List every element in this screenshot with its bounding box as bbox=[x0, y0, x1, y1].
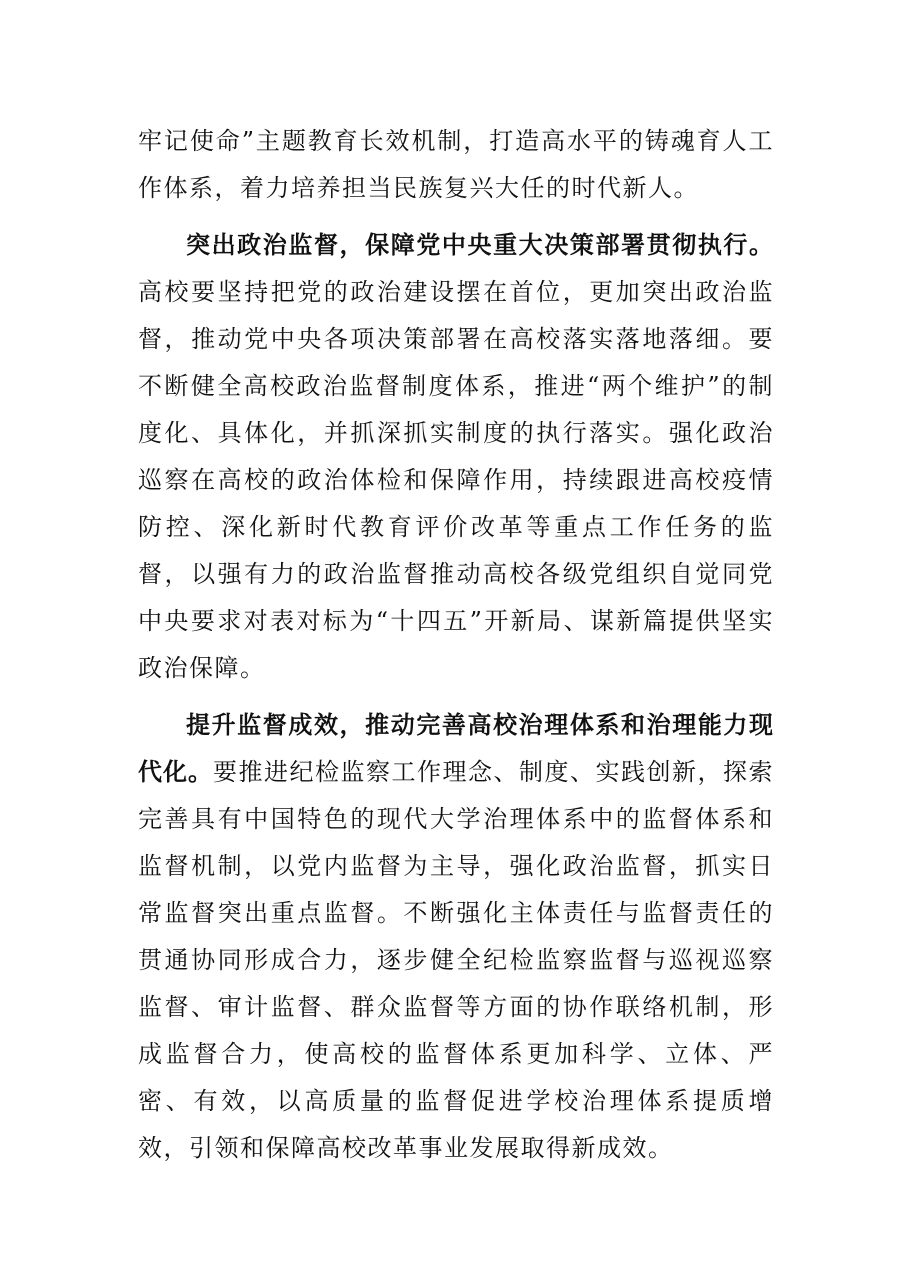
document-body bbox=[138, 118, 774, 1172]
paragraph-text: 牢记使命”主题教育长效机制，打造高水平的铸魂育人工作体系，着力培养担当民族复兴大任的时代新人。 bbox=[138, 127, 774, 202]
paragraph-continuation bbox=[138, 118, 774, 212]
paragraph-political-supervision bbox=[138, 222, 774, 692]
paragraph-text: 要推进纪检监察工作理念、制度、实践创新，探索完善具有中国特色的现代大学治理体系中的监督体系和监督机制，以党内监督为主导，强化政治监督，抓实日常监督突出重点监督。不断强化主体责任与监督责任的贯通协同形成合力，逐步健全纪检监察监督与巡视巡察监督、审计监督、群众监督等方面的协作联络机制，形成监督合力，使高校的监督体系更加科学、立体、严密、有效，以高质量的监督促进学校治理体系提质增效，引领和保障高校改革事业发展取得新成效。 bbox=[138, 758, 774, 1162]
paragraph-text: 高校要坚持把党的政治建设摆在首位，更加突出政治监督，推动党中央各项决策部署在高校落实落地落细。要不断健全高校政治监督制度体系，推进“两个维护”的制度化、具体化，并抓深抓实制度的执行落实。强化政治巡察在高校的政治体检和保障作用，持续跟进高校疫情防控、深化新时代教育评价改革等重点工作任务的监督，以强有力的政治监督推动高校各级党组织自觉同党中央要求对表对标为“十四五”开新局、谋新篇提供坚实政治保障。 bbox=[138, 278, 774, 682]
paragraph-heading: 突出政治监督，保障党中央重大决策部署贯彻执行。 bbox=[186, 231, 774, 259]
paragraph-supervision-effectiveness bbox=[138, 702, 774, 1172]
paragraph-heading: 提升监督成效，推动完善高校治理体系和治理能力现代化。 bbox=[138, 711, 774, 786]
